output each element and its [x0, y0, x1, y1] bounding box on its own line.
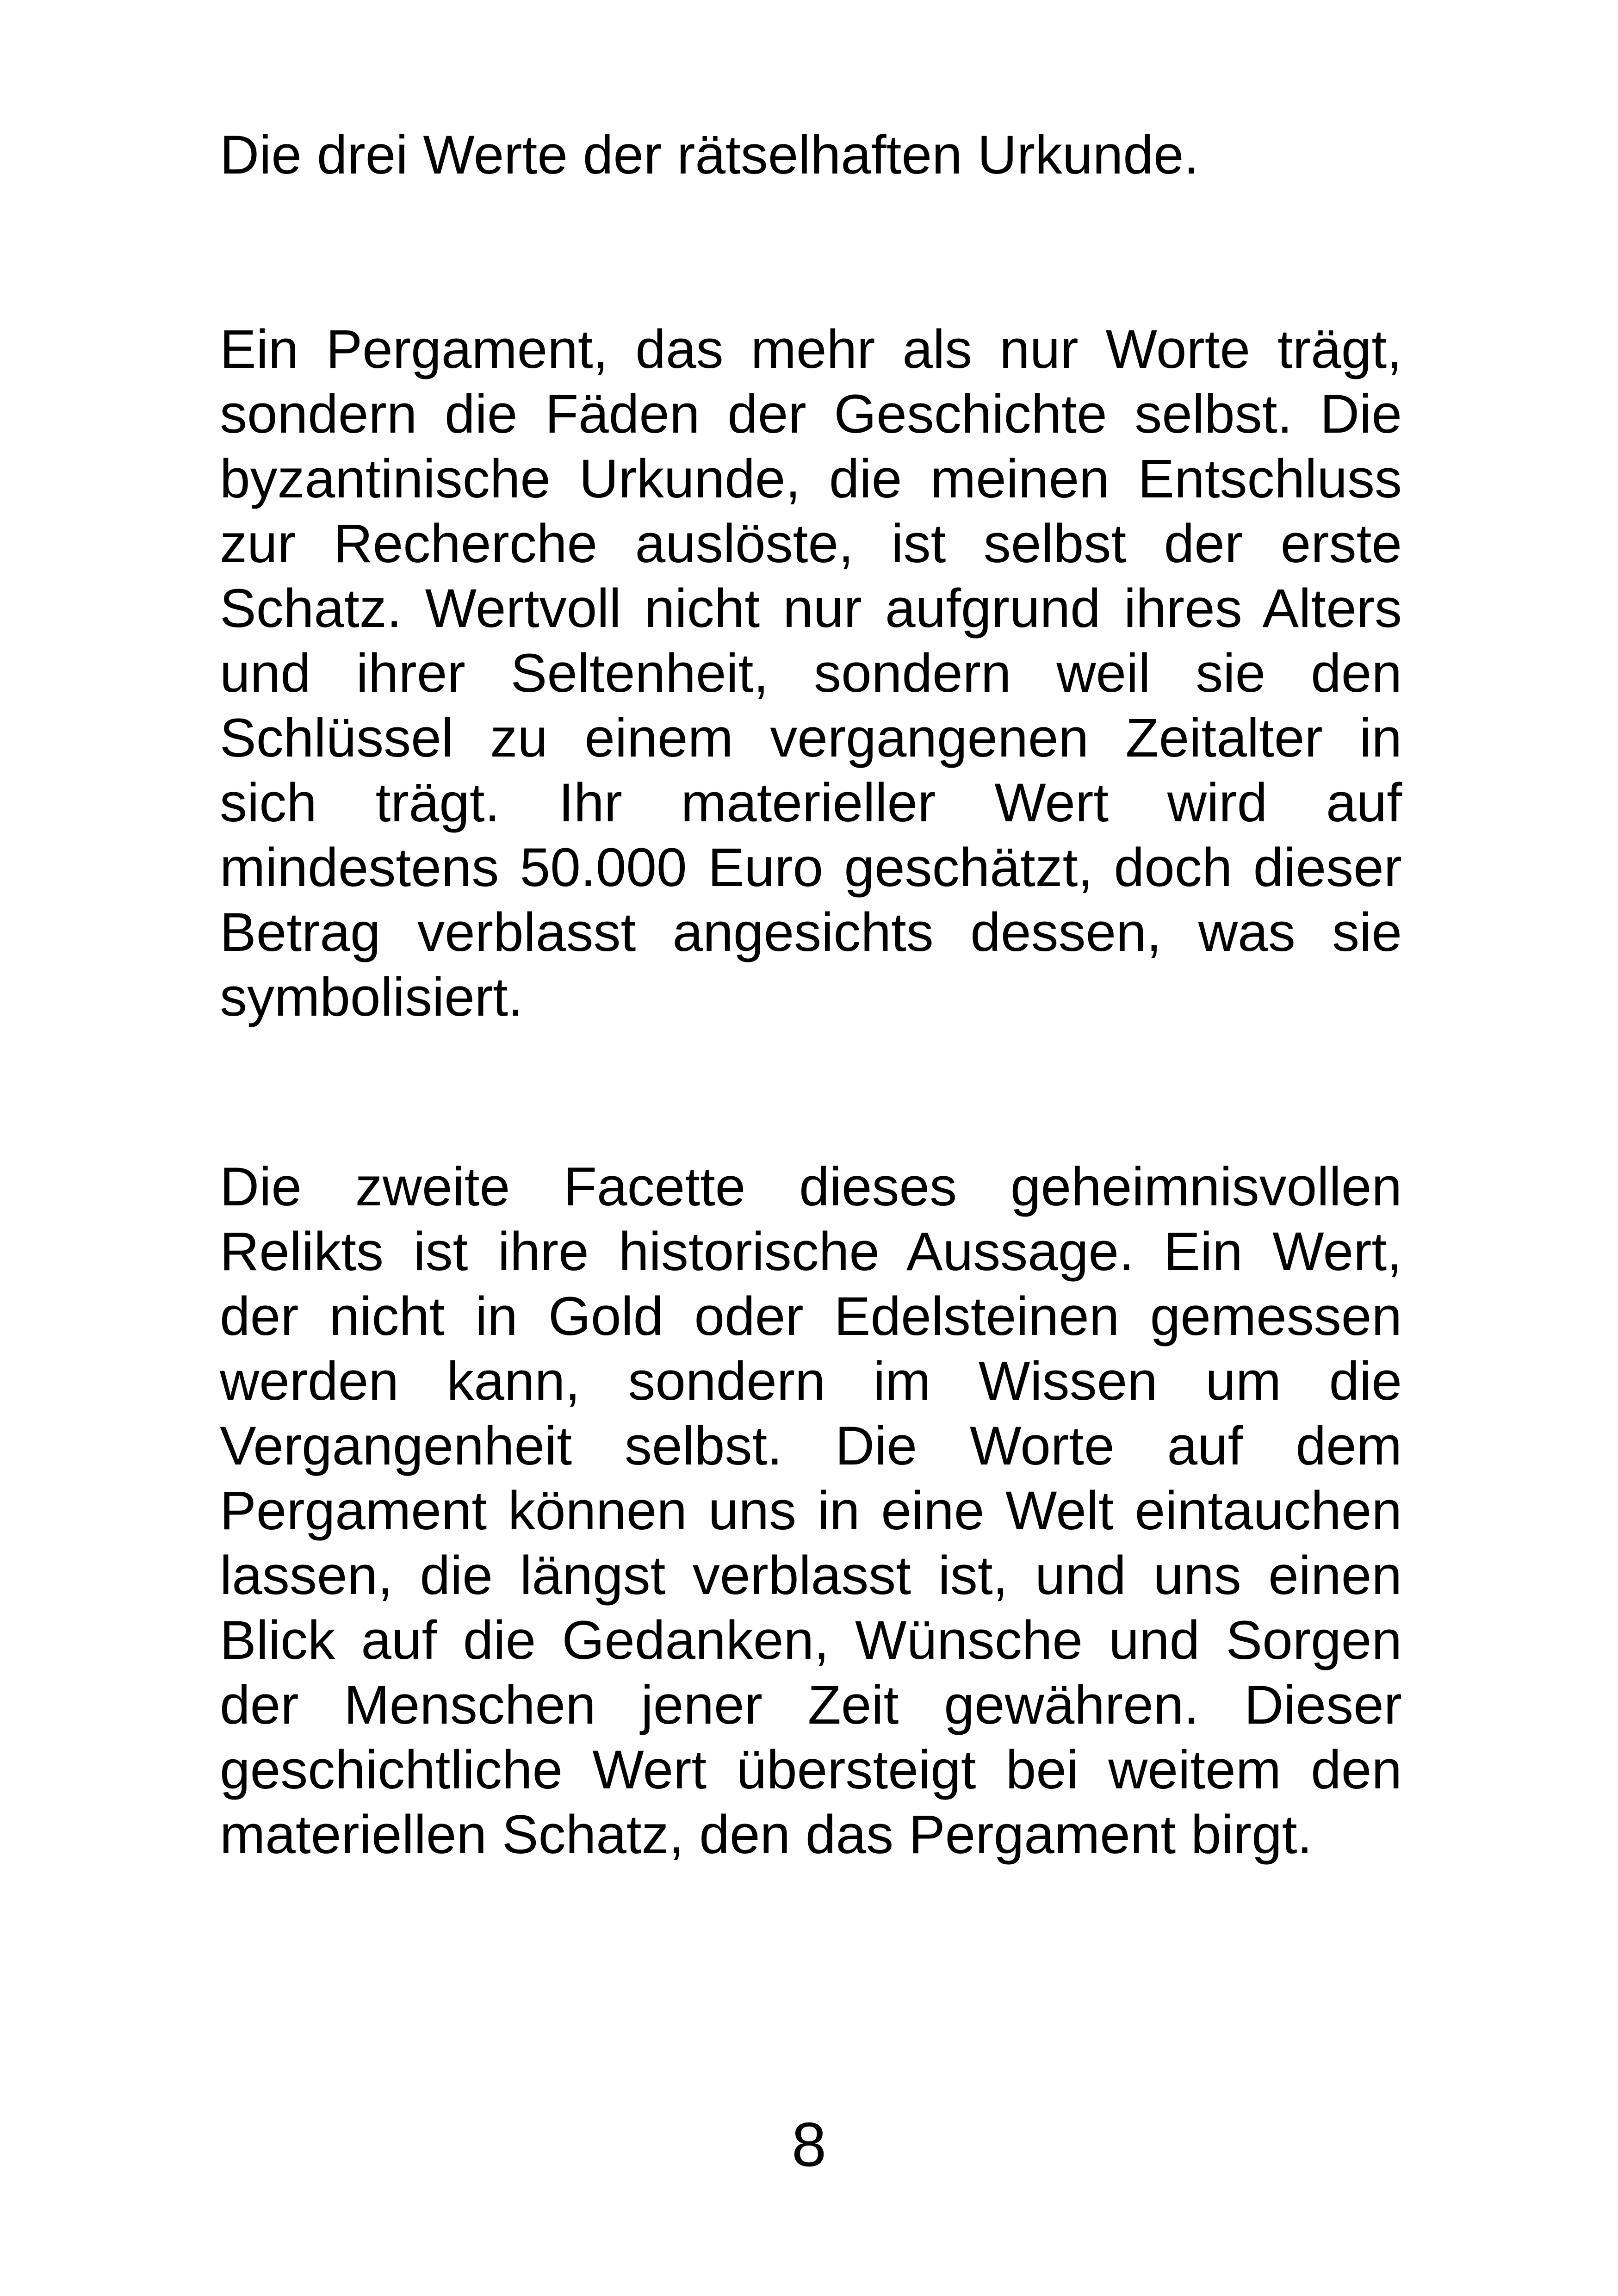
page-number: 8: [791, 2110, 827, 2179]
page-heading: Die drei Werte der rätselhaften Urkunde.: [220, 124, 1199, 186]
paragraph-1: Ein Pergament, das mehr als nur Worte trägt, sondern die Fäden der Geschichte selbst. Die byzantinische Urkunde, die meinen Entschluss zur Recherche auslöste, ist selbst der erste Schatz. Wertvoll nicht nur aufgrund ihres Alters und ihrer Seltenheit, sondern weil sie den Schlüssel zu einem vergangenen Zeitalter in sich trägt. Ihr materieller Wert wird auf mindestens 50.000 Euro geschätzt, doch dieser Betrag verblasst angesichts dessen, was sie symbolisiert.: [220, 319, 1402, 1028]
paragraph-2: Die zweite Facette dieses geheimnisvollen Relikts ist ihre historische Aussage. Ein Wert, der nicht in Gold oder Edelsteinen gemessen werden kann, sondern im Wissen um die Vergangenheit selbst. Die Worte auf dem Pergament können uns in eine Welt eintauchen lassen, die längst verblasst ist, und uns einen Blick auf die Gedanken, Wünsche und Sorgen der Menschen jener Zeit gewähren. Dieser geschichtliche Wert übersteigt bei weitem den materiellen Schatz, den das Pergament birgt.: [220, 1156, 1402, 1865]
